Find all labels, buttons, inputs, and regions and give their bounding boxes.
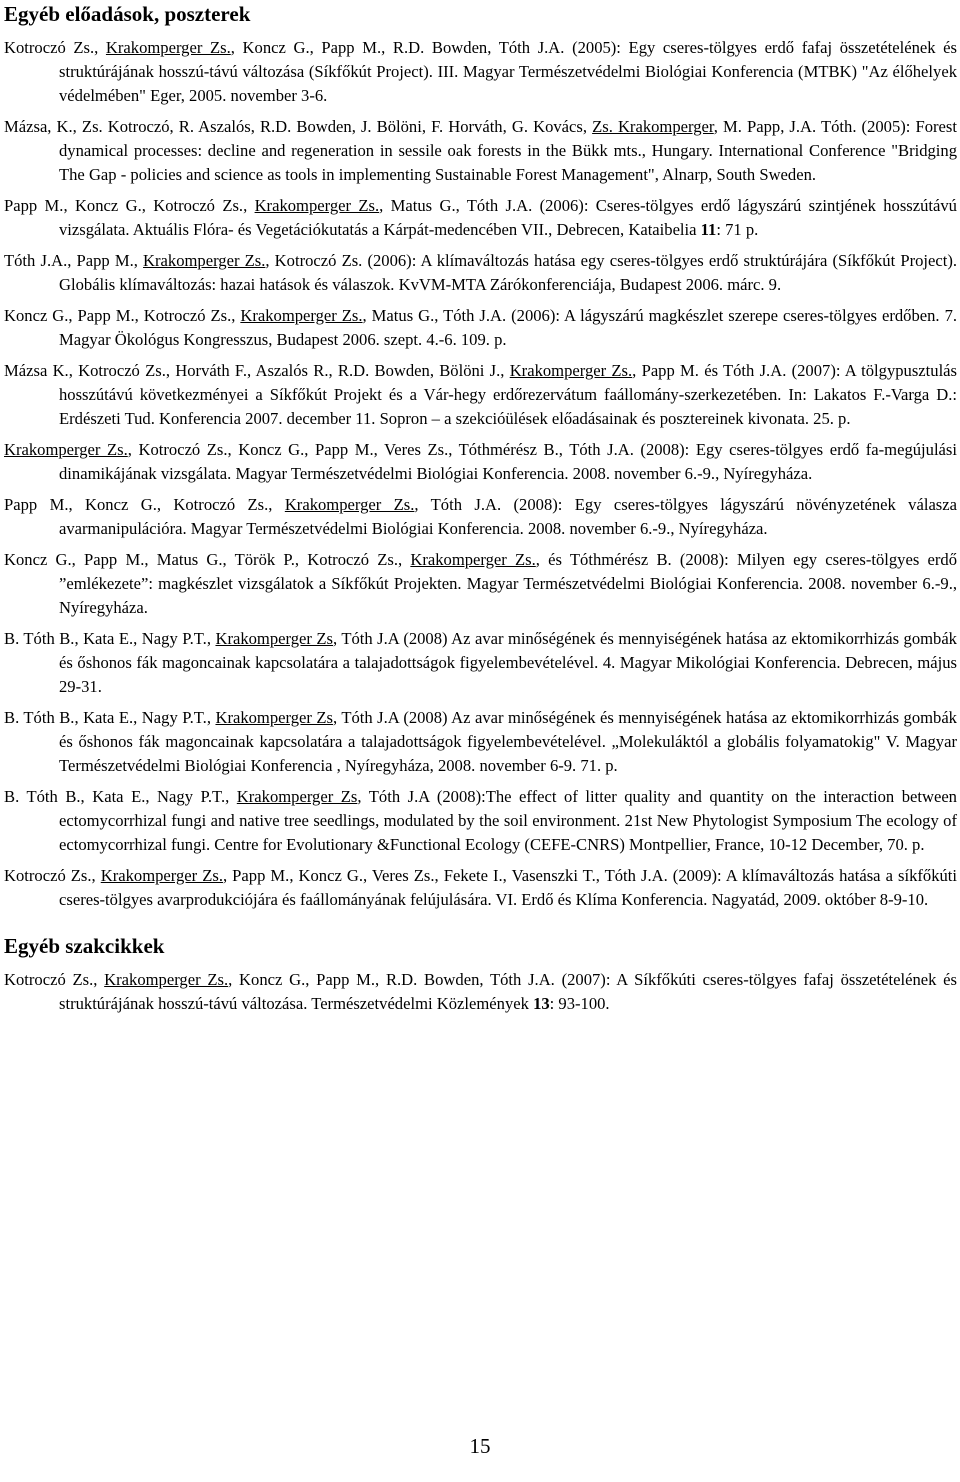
- page-range: : 71 p.: [716, 220, 759, 239]
- reference-list: [4, 36, 957, 912]
- section-title-posters: Egyéb előadások, poszterek: [4, 2, 251, 26]
- underlined-author: Krakomperger Zs.: [100, 866, 223, 885]
- reference-entry: [4, 785, 957, 857]
- underlined-author: Krakomperger Zs.: [410, 550, 536, 569]
- reference-text: , Tóth J.A (2008):The effect of litter quality and quantity on the interaction between ectomycorrhizal fungi and native tree seedlings, modulated by the soil environment. 21st New Phytologist Symposium The ecology of ectomycorrhizal fungi. Centre for Evolutionary &Functional Ecology (CEFE-CNRS) Montpellier, France, 10-12 December, 70. p.: [59, 787, 957, 854]
- author-text: Papp M., Koncz G., Kotroczó Zs.,: [4, 196, 255, 215]
- underlined-author: Krakomperger Zs.: [509, 361, 633, 380]
- author-text: Papp M., Koncz G., Kotroczó Zs.,: [4, 495, 285, 514]
- underlined-author: Krakomperger Zs.: [105, 38, 231, 57]
- reference-text: , M. Papp, J.A. Tóth. (2005): Forest dynamical processes: decline and regeneration in sessile oak forests in the Bükk mts., Hungary. International Conference "Bridging The Gap - policies and science as tools in implementing Sustainable Forest Management", Alnarp, South Sweden.: [59, 117, 957, 184]
- reference-text: , Matus G., Tóth J.A. (2006): A lágyszárú magkészlet szerepe cseres-tölgyes erdőben. 7. Magyar Ökológus Kongresszus, Budapest 2006. szept. 4.-6. 109. p.: [59, 306, 958, 349]
- reference-text: , Kotroczó Zs. (2006): A klímaváltozás hatása egy cseres-tölgyes erdő struktúrájára (Síkfőkút Project). Globális klímaváltozás: hazai hatások és válaszok. KvVM-MTA Zárókonferenciája, Budapest 2006. márc. 9.: [59, 251, 958, 294]
- underlined-author: Krakomperger Zs.: [284, 495, 415, 514]
- volume-number: 11: [700, 220, 717, 239]
- reference-entry: [4, 36, 957, 108]
- reference-entry: [4, 706, 957, 778]
- reference-text: , és Tóthmérész B. (2008): Milyen egy cseres-tölgyes erdő ”emlékezete”: magkészlet vizsgálatok a Síkfőkút Projekten. Magyar Természetvédelmi Biológiai Konferencia. 2008. november 6.-9., Nyíregyháza.: [59, 550, 958, 617]
- reference-text: , Tóth J.A (2008) Az avar minőségének és mennyiségének hatása az ektomikorrhizás gombák és őshonos fák magoncainak kapcsolatára a talajadottságok figyelembevételével. 4. Magyar Mikológiai Konferencia. Debrecen, május 29-31.: [59, 629, 957, 696]
- underlined-author: Krakomperger Zs: [215, 629, 333, 648]
- underlined-author: Krakomperger Zs.: [240, 306, 363, 325]
- reference-text: , Kotroczó Zs., Koncz G., Papp M., Veres Zs., Tóthmérész B., Tóth J.A. (2008): Egy cseres-tölgyes erdő fa-megújulási dinamikájának vizsgálata. Magyar Természetvédelmi Biológiai Konferencia. 2008. november 6.-9., Nyíregyháza.: [59, 440, 957, 483]
- article-list: [4, 968, 957, 1016]
- underlined-author: Krakomperger Zs.: [254, 196, 380, 215]
- volume-number: 13: [533, 994, 550, 1013]
- reference-text: , Tóth J.A (2008) Az avar minőségének és mennyiségének hatása az ektomikorrhizás gombák és őshonos fák magoncainak kapcsolatára a talajadottságok figyelembevételével. „Molekuláktól a globális folyamatokig" V. Magyar Természetvédelmi Biológiai Konferencia , Nyíregyháza, 2008. november 6-9. 71. p.: [59, 708, 957, 775]
- reference-entry: [4, 548, 957, 620]
- reference-text: , Papp M. és Tóth J.A. (2007): A tölgypusztulás hosszútávú következményei a Síkfőkút Projekt és a Vár-hegy erdőrezervátum faállomány-szerkezetében. In: Lakatos F.-Varga D.: Erdészeti Tud. Konferencia 2007. december 11. Sopron – a szekcióülések előadásainak és posztereinek kivonata. 25. p.: [59, 361, 958, 428]
- author-text: Mázsa K., Kotroczó Zs., Horváth F., Aszalós R., R.D. Bowden, Bölöni J.,: [4, 361, 510, 380]
- reference-entry: [4, 438, 957, 486]
- reference-text: , Tóth J.A. (2008): Egy cseres-tölgyes lágyszárú növényzetének válasza avarmanipulációra. Magyar Természetvédelmi Biológiai Konferencia. 2008. november 6.-9., Nyíregyháza.: [59, 495, 957, 538]
- author-text: Tóth J.A., Papp M.,: [4, 251, 144, 270]
- author-text: Koncz G., Papp M., Matus G., Török P., Kotroczó Zs.,: [4, 550, 411, 569]
- underlined-author: Krakomperger Zs: [236, 787, 358, 806]
- author-text: B. Tóth B., Kata E., Nagy P.T.,: [4, 708, 216, 727]
- reference-text: , Koncz G., Papp M., R.D. Bowden, Tóth J.A. (2005): Egy cseres-tölgyes erdő fafaj összetételének és struktúrájának hosszú-távú változása (Síkfőkút Project). III. Magyar Természetvédelmi Biológiai Konferencia (MTBK) "Az élőhelyek védelmében" Eger, 2005. november 3-6.: [59, 38, 958, 105]
- author-text: B. Tóth B., Kata E., Nagy P.T.,: [4, 629, 216, 648]
- reference-entry: [4, 493, 957, 541]
- author-text: Kotroczó Zs.,: [4, 866, 101, 885]
- document-page: [4, 0, 957, 1023]
- reference-text: , Koncz G., Papp M., R.D. Bowden, Tóth J.A. (2007): A Síkfőkúti cseres-tölgyes fafaj összetételének és struktúrájának hosszú-távú változása. Természetvédelmi Közlemények: [59, 970, 957, 1013]
- reference-entry: [4, 864, 957, 912]
- reference-entry: [4, 249, 957, 297]
- author-text: Mázsa, K., Zs. Kotroczó, R. Aszalós, R.D. Bowden, J. Bölöni, F. Horváth, G. Kovács,: [4, 117, 593, 136]
- author-text: Kotroczó Zs.,: [4, 970, 105, 989]
- reference-text: , Papp M., Koncz G., Veres Zs., Fekete I., Vasenszki T., Tóth J.A. (2009): A klímaváltozás hatása a síkfőkúti cseres-tölgyes avarprodukciójára és faállományának felújulására. VI. Erdő és Klíma Konferencia. Nagyatád, 2009. október 8-9-10.: [59, 866, 958, 909]
- reference-entry: [4, 359, 957, 431]
- reference-entry: [4, 627, 957, 699]
- reference-entry: [4, 194, 957, 242]
- page-number: 15: [469, 1434, 491, 1458]
- underlined-author: Krakomperger Zs.: [4, 440, 128, 459]
- underlined-author: Krakomperger Zs: [215, 708, 333, 727]
- underlined-author: Zs. Krakomperger: [592, 117, 714, 136]
- reference-entry: [4, 115, 957, 187]
- author-text: B. Tóth B., Kata E., Nagy P.T.,: [4, 787, 237, 806]
- reference-text: , Matus G., Tóth J.A. (2006): Cseres-tölgyes erdő lágyszárú szintjének hosszútávú vizsgálata. Aktuális Flóra- és Vegetációkutatás a Kárpát-medencében VII., Debrecen, Kataibelia: [59, 196, 957, 239]
- underlined-author: Krakomperger Zs.: [104, 970, 229, 989]
- reference-entry: [4, 304, 957, 352]
- underlined-author: Krakomperger Zs.: [143, 251, 266, 270]
- reference-entry: [4, 968, 957, 1016]
- author-text: Kotroczó Zs.,: [4, 38, 106, 57]
- page-range: : 93-100.: [549, 994, 610, 1013]
- section-title-articles: Egyéb szakcikkek: [4, 934, 165, 958]
- author-text: Koncz G., Papp M., Kotroczó Zs.,: [4, 306, 241, 325]
